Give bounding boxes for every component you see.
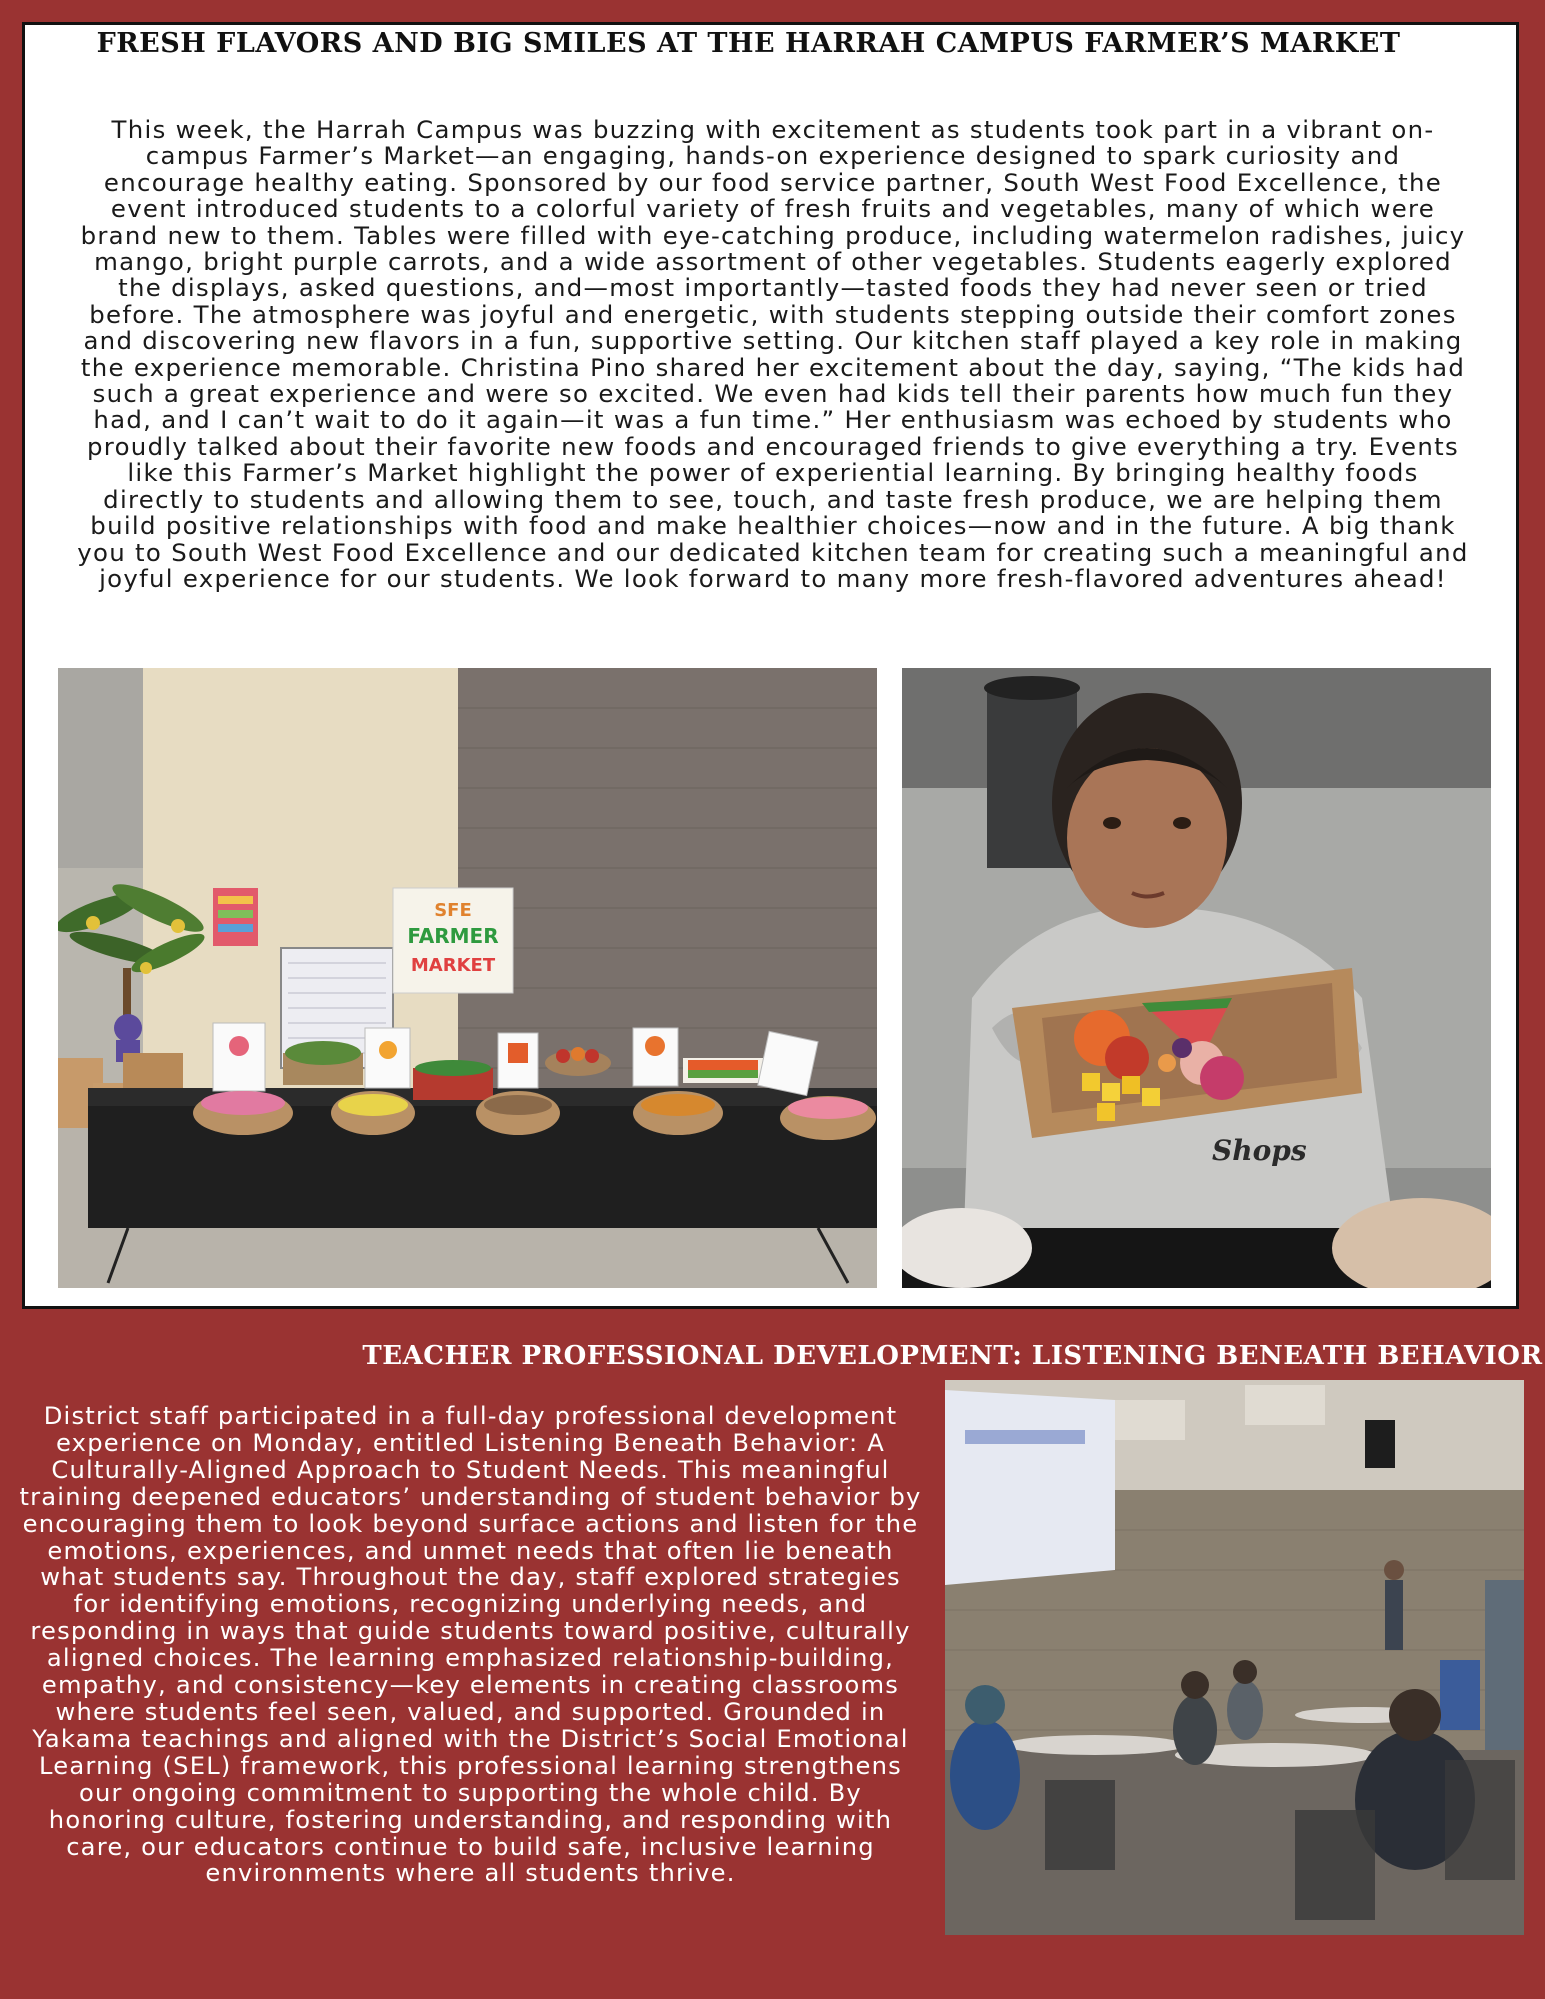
farmers-market-table-photo — [58, 668, 877, 1288]
sign-line-1: SFE — [434, 900, 472, 921]
student-fruit-photo — [902, 668, 1491, 1288]
shirt-logo-text: Shops — [1212, 1134, 1307, 1167]
professional-development-article: District staff participated in a full-day professional development experience on Monday, entitled Listening Beneath Behavior: A Culturally-Aligned Approach to Student Needs. This meaningful training deepened educators’ understanding of student behavior by encouraging them to look beyond surface actions and listen for the emotions, experiences, and unmet needs that often lie beneath what students say. Throughout the day, staff explored strategies for identifying emotions, recognizing underlying needs, and responding in ways that guide students toward positive, culturally aligned choices. The learning emphasized relationship-building, empathy, and consistency—key elements in creating classrooms where students feel seen, valued, and supported. Grounded in Yakama teachings and aligned with the District’s Social Emotional Learning (SEL) framework, this professional learning strengthens our ongoing commitment to supporting the whole child. By honoring culture, fostering understanding, and responding with care, our educators continue to build safe, inclusive learning environments where all students thrive. — [19, 1402, 922, 1888]
professional-development-headline: TEACHER PROFESSIONAL DEVELOPMENT: LISTENING BENEATH BEHAVIOR — [362, 1341, 1543, 1371]
farmers-market-article: This week, the Harrah Campus was buzzing with excitement as students took part in a vibrant on-campus Farmer’s Market—an engaging, hands-on experience designed to spark curiosity and encourage healthy eating. Sponsored by our food service partner, South West Food Excellence, the event introduced students to a colorful variety of fresh fruits and vegetables, many of which were brand new to them. Tables were filled with eye-catching produce, including watermelon radishes, juicy mango, bright purple carrots, and a wide assortment of other vegetables. Students eagerly explored the displays, asked questions, and—most importantly—tasted foods they had never seen or tried before. The atmosphere was joyful and energetic, with students stepping outside their comfort zones and discovering new flavors in a fun, supportive setting. Our kitchen staff played a key role in making the experience memorable. Christina Pino shared her excitement about the day, saying, “The kids had such a great experience and were so excited. We even had kids tell their parents how much fun they had, and I can’t wait to do it again—it was a fun time.” Her enthusiasm was echoed by students who proudly talked about their favorite new foods and encouraged friends to give everything a try. Events like this Farmer’s Market highlight the power of experiential learning. By bringing healthy foods directly to students and allowing them to see, touch, and taste fresh produce, we are helping them build positive relationships with food and make healthier choices—now and in the future. A big thank you to South West Food Excellence and our dedicated kitchen team for creating such a meaningful and joyful experience for our students. We look forward to many more fresh-flavored adventures ahead! — [77, 115, 1469, 593]
farmers-market-headline: FRESH FLAVORS AND BIG SMILES AT THE HARRAH CAMPUS FARMER’S MARKET — [96, 28, 1401, 59]
sign-line-3: MARKET — [410, 955, 496, 976]
farmers-market-card — [22, 22, 1519, 1309]
sign-line-2: FARMER — [407, 924, 499, 948]
training-room-photo — [945, 1380, 1524, 1935]
